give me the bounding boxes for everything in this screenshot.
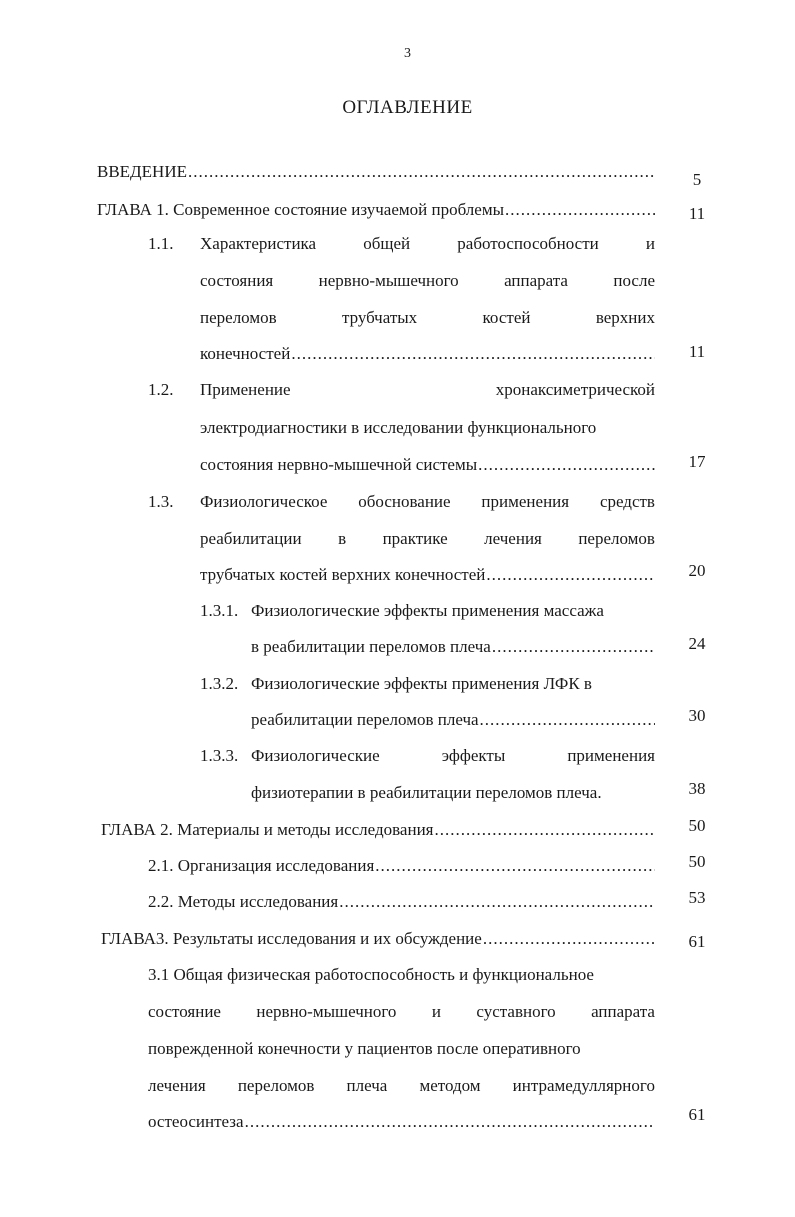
toc-entry-1-3-2-line-1[interactable]: Физиологические эффекты применения ЛФК в	[251, 674, 592, 693]
word: трубчатых	[341, 308, 418, 327]
word: Физиологические	[251, 746, 380, 765]
toc-entry-chapter-2[interactable]	[101, 818, 655, 842]
leader-dots	[486, 563, 655, 587]
toc-page-number: 5	[692, 170, 702, 189]
toc-entry-1-3-line-1[interactable]	[200, 490, 655, 514]
leader-dots	[483, 927, 655, 951]
word: Характеристика	[200, 234, 317, 253]
word: состояние	[148, 1002, 221, 1021]
toc-entry-3-1-line-3[interactable]: поврежденной конечности у пациентов после оперативного	[148, 1039, 581, 1058]
leader-dots	[375, 854, 655, 878]
word: лечения	[484, 529, 542, 548]
toc-page-number: 61	[688, 1105, 706, 1124]
toc-entry-1-3-1-line-2[interactable]	[251, 635, 655, 659]
toc-page-number: 38	[688, 779, 706, 798]
toc-entry-3-1-line-4[interactable]	[148, 1074, 655, 1098]
toc-entry-1-3-3-line-1[interactable]	[251, 744, 655, 768]
word: в	[338, 529, 347, 548]
word: костей	[482, 308, 531, 327]
leader-dots	[339, 890, 655, 914]
toc-section-number: 1.1.	[148, 234, 174, 253]
word: применения	[481, 492, 570, 511]
toc-entry-text: ГЛАВА 1. Современное состояние изучаемой проблемы	[97, 200, 505, 219]
toc-page-number: 50	[688, 852, 706, 871]
leader-dots	[505, 198, 655, 222]
word: практике	[382, 529, 448, 548]
page-number: 3	[404, 46, 411, 61]
toc-entry-1-3-line-2[interactable]	[200, 527, 655, 551]
toc-entry-1-1-line-4[interactable]	[200, 342, 655, 366]
toc-section-number: 1.2.	[148, 380, 174, 399]
toc-entry-1-2-line-1[interactable]	[200, 378, 655, 402]
toc-page-number: 53	[688, 888, 706, 907]
word: эффекты	[441, 746, 506, 765]
word: нервно-мышечного	[256, 1002, 397, 1021]
toc-entry-text: состояния нервно-мышечной системы	[200, 455, 478, 474]
word: и	[645, 234, 655, 253]
word: состояния	[200, 271, 274, 290]
word: лечения	[148, 1076, 206, 1095]
toc-page-number: 24	[688, 634, 706, 653]
leader-dots	[492, 635, 655, 659]
toc-page-number: 50	[688, 816, 706, 835]
word: реабилитации	[200, 529, 302, 548]
toc-entry-1-2-line-3[interactable]	[200, 453, 655, 477]
leader-dots	[291, 342, 655, 366]
word: обоснование	[358, 492, 451, 511]
toc-entry-1-3-1-line-1[interactable]: Физиологические эффекты применения массажа	[251, 601, 604, 620]
toc-entry-2-1[interactable]	[148, 854, 655, 878]
toc-entry-text: остеосинтеза	[148, 1112, 244, 1131]
toc-section-number: 1.3.	[148, 492, 174, 511]
toc-entry-chapter-3[interactable]	[101, 927, 655, 951]
word: верхних	[595, 308, 655, 327]
toc-entry-2-2[interactable]	[148, 890, 655, 914]
word: хронаксиметрической	[495, 380, 655, 399]
toc-entry-text: в реабилитации переломов плеча	[251, 637, 491, 656]
toc-section-number: 1.3.2.	[200, 674, 239, 693]
toc-entry-1-3-2-line-2[interactable]	[251, 708, 655, 732]
word: Физиологическое	[200, 492, 328, 511]
toc-section-number: 1.3.3.	[200, 746, 239, 765]
toc-entry-text: конечностей	[200, 344, 291, 363]
word: методом	[419, 1076, 481, 1095]
toc-entry-text: 2.2. Методы исследования	[148, 892, 339, 911]
toc-page-number: 17	[688, 452, 706, 471]
leader-dots	[188, 160, 655, 184]
word: интрамедуллярного	[512, 1076, 655, 1095]
toc-entry-text: ГЛАВА 2. Материалы и методы исследования	[101, 820, 434, 839]
word: нервно-мышечного	[318, 271, 459, 290]
word: после	[613, 271, 655, 290]
toc-page-number: 11	[688, 204, 706, 223]
toc-entry-intro[interactable]	[97, 160, 655, 184]
leader-dots	[478, 453, 655, 477]
toc-page-number: 20	[688, 561, 706, 580]
toc-page-number: 61	[688, 932, 706, 951]
word: переломов	[200, 308, 277, 327]
toc-entry-text: трубчатых костей верхних конечностей	[200, 565, 486, 584]
word: плеча	[346, 1076, 388, 1095]
toc-entry-chapter-1[interactable]	[97, 198, 655, 222]
toc-entry-3-1-line-1[interactable]: 3.1 Общая физическая работоспособность и функциональное	[148, 965, 594, 984]
page-title: ОГЛАВЛЕНИЕ	[342, 97, 473, 118]
word: аппарата	[591, 1002, 655, 1021]
leader-dots	[480, 708, 655, 732]
toc-page-number: 11	[688, 342, 706, 361]
word: работоспособности	[457, 234, 599, 253]
word: общей	[363, 234, 411, 253]
word: переломов	[578, 529, 655, 548]
word: суставного	[476, 1002, 556, 1021]
leader-dots	[245, 1110, 655, 1134]
toc-entry-1-3-3-line-2[interactable]: физиотерапии в реабилитации переломов плеча.	[251, 783, 602, 802]
toc-entry-3-1-line-2[interactable]	[148, 1000, 655, 1024]
toc-entry-1-1-line-1[interactable]	[200, 232, 655, 256]
word: применения	[567, 746, 655, 765]
toc-section-number: 1.3.1.	[200, 601, 239, 620]
toc-entry-1-2-line-2[interactable]: электродиагностики в исследовании функционального	[200, 418, 597, 437]
word: аппарата	[504, 271, 568, 290]
toc-entry-1-1-line-3[interactable]	[200, 306, 655, 330]
toc-entry-1-1-line-2[interactable]	[200, 269, 655, 293]
leader-dots	[435, 818, 656, 842]
word: Применение	[200, 380, 291, 399]
toc-page-number: 30	[688, 706, 706, 725]
toc-entry-text: ГЛАВА3. Результаты исследования и их обсуждение	[101, 929, 482, 948]
word: и	[431, 1002, 441, 1021]
word: переломов	[237, 1076, 315, 1095]
toc-entry-1-3-line-3[interactable]	[200, 563, 655, 587]
toc-entry-text: 2.1. Организация исследования	[148, 856, 375, 875]
toc-entry-3-1-line-5[interactable]	[148, 1110, 655, 1134]
toc-entry-text: реабилитации переломов плеча	[251, 710, 479, 729]
word: средств	[599, 492, 655, 511]
toc-entry-text: ВВЕДЕНИЕ	[97, 162, 187, 181]
